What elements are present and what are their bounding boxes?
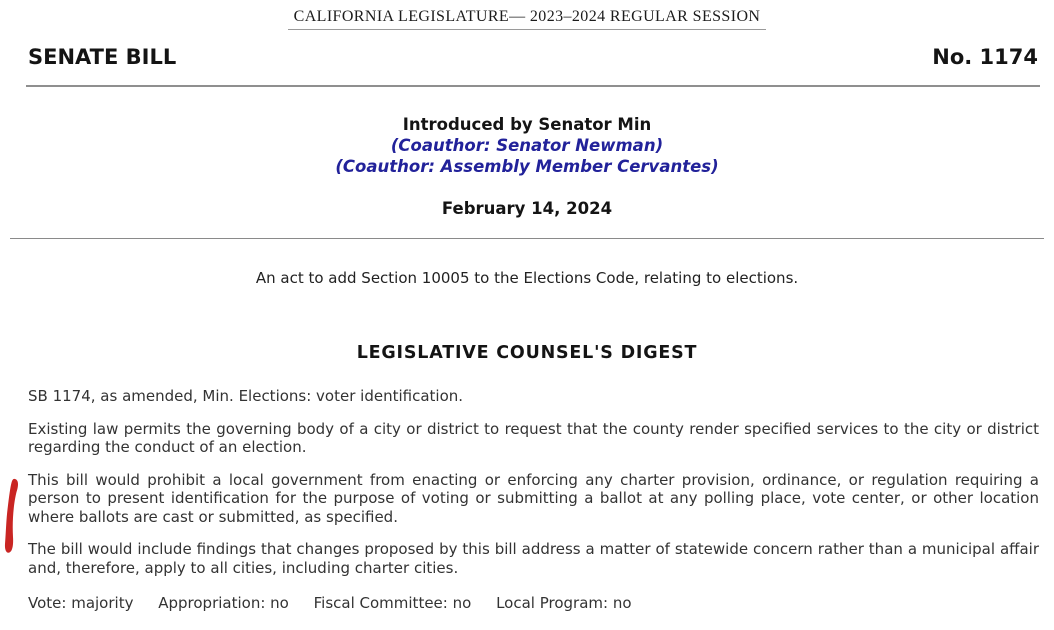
- digest-paragraph-1: SB 1174, as amended, Min. Elections: voter identification.: [28, 387, 464, 405]
- red-annotation-mark-icon: [1, 477, 23, 559]
- digest-paragraph-2: Existing law permits the governing body of a city or district to request that the county render specified services to the city or district regarding the conduct of an election.: [28, 419, 1039, 456]
- introduced-by: Introduced by Senator Min: [402, 115, 652, 134]
- mid-horizontal-rule: [10, 238, 1044, 239]
- appropriation-flag: Appropriation: no: [158, 594, 289, 612]
- bill-number: No. 1174: [932, 45, 1038, 69]
- digest-paragraph-3: This bill would prohibit a local government from enacting or enforcing any charter provision, ordinance, or regulation requiring a person to present identification for the purpose of voting or submitting a ballot at any polling place, vote center, or other location where ballots are cast or submitted, as specified.: [28, 470, 1039, 526]
- fiscal-committee-flag: Fiscal Committee: no: [313, 594, 472, 612]
- session-header-row: [0, 0, 1054, 30]
- vote-info-line: [28, 594, 1039, 612]
- bill-type: SENATE BILL: [28, 45, 177, 69]
- vote-requirement: Vote: majority: [28, 594, 134, 612]
- coauthor-line-2: (Coauthor: Assembly Member Cervantes): [335, 157, 719, 176]
- introduction-block: [0, 114, 1054, 177]
- introduction-date: February 14, 2024: [441, 199, 613, 218]
- top-horizontal-rule: [26, 85, 1040, 87]
- act-title: An act to add Section 10005 to the Elections Code, relating to elections.: [255, 269, 799, 287]
- digest-body: [0, 387, 1054, 577]
- coauthor-line-1: (Coauthor: Senator Newman): [390, 136, 664, 155]
- session-header: CALIFORNIA LEGISLATURE— 2023–2024 REGULAR SESSION: [288, 8, 767, 30]
- digest-paragraph-4: The bill would include findings that changes proposed by this bill address a matter of statewide concern rather than a municipal affair and, therefore, apply to all cities, including charter cities.: [28, 540, 1039, 577]
- local-program-flag: Local Program: no: [496, 594, 632, 612]
- digest-heading: LEGISLATIVE COUNSEL'S DIGEST: [356, 343, 698, 363]
- bill-title-row: [28, 45, 1038, 69]
